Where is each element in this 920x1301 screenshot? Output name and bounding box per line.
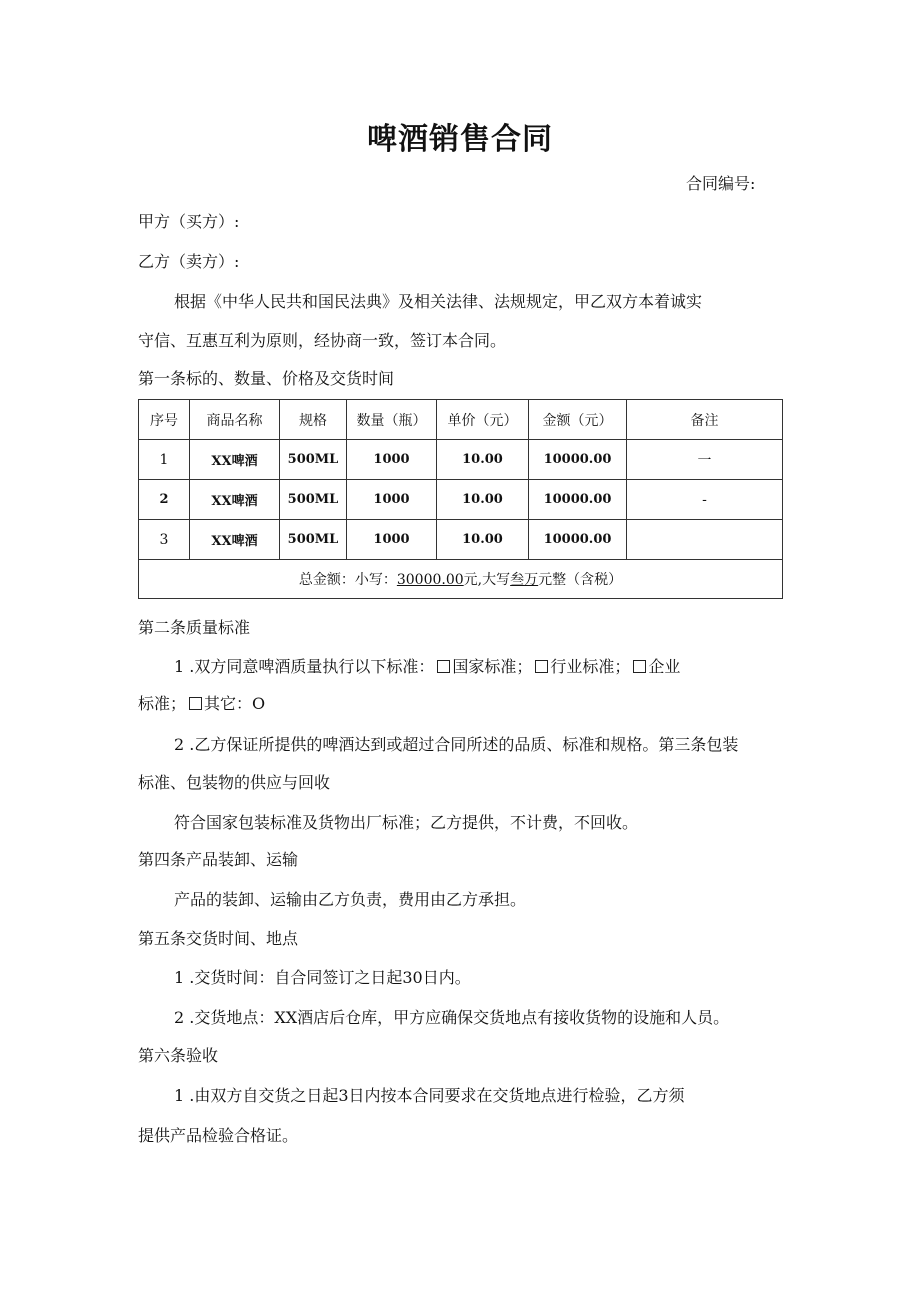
table-total-row bbox=[139, 560, 783, 599]
table-cell: 10.00 bbox=[437, 440, 529, 480]
total-mid: 元,大写 bbox=[463, 572, 511, 588]
column-header: 单价（元） bbox=[437, 400, 529, 440]
table-cell: 10000.00 bbox=[529, 480, 627, 520]
column-header: 数量（瓶） bbox=[347, 400, 437, 440]
article-2-item-1-line-2 bbox=[138, 694, 265, 714]
article-6-item-1-line-2: 提供产品检验合格证。 bbox=[138, 1126, 299, 1145]
option-enterprise-standard: 企业 bbox=[648, 657, 681, 676]
table-cell: 2 bbox=[139, 480, 190, 520]
total-amount-figures: 30000.00 bbox=[396, 572, 464, 588]
party-b-label: 乙方（卖方）: bbox=[138, 252, 240, 271]
table-cell: 1000 bbox=[347, 440, 437, 480]
article-2-item-1-line-1 bbox=[174, 657, 680, 677]
article-6-item-1-line-1: 1 .由双方自交货之日起3日内按本合同要求在交货地点进行检验，乙方须 bbox=[174, 1086, 685, 1105]
table-cell: 10.00 bbox=[437, 520, 529, 560]
table-cell: 3 bbox=[139, 520, 190, 560]
table-cell: 500ML bbox=[280, 440, 347, 480]
table-cell: 1 bbox=[139, 440, 190, 480]
article-5-item-2: 2 .交货地点：XX酒店后仓库，甲方应确保交货地点有接收货物的设施和人员。 bbox=[174, 1008, 730, 1027]
column-header: 序号 bbox=[139, 400, 190, 440]
article-4-title: 第四条产品装卸、运输 bbox=[138, 850, 299, 869]
table-cell: 500ML bbox=[280, 480, 347, 520]
table-cell: - bbox=[627, 480, 783, 520]
article-3-body: 符合国家包装标准及货物出厂标准；乙方提供，不计费，不回收。 bbox=[174, 813, 639, 832]
checkbox-icon bbox=[535, 660, 548, 673]
item-1-line-2-text: 标准； bbox=[138, 694, 187, 713]
total-amount-words: 叁万 bbox=[510, 572, 539, 588]
option-other: 其它：O bbox=[204, 694, 266, 713]
document-title: 啤酒销售合同 bbox=[367, 122, 553, 157]
table-cell: 一 bbox=[627, 440, 783, 480]
total-prefix: 总金额：小写： bbox=[298, 572, 397, 588]
table-row bbox=[139, 520, 783, 560]
article-5-title: 第五条交货时间、地点 bbox=[138, 929, 299, 948]
table-row bbox=[139, 440, 783, 480]
table-cell: 1000 bbox=[347, 520, 437, 560]
goods-table bbox=[138, 399, 783, 599]
column-header: 商品名称 bbox=[190, 400, 280, 440]
article-2-item-2-line-2: 标准、包装物的供应与回收 bbox=[138, 773, 331, 792]
total-amount-cell bbox=[139, 560, 783, 599]
article-5-item-1: 1 .交货时间：自合同签订之日起30日内。 bbox=[174, 968, 471, 987]
intro-paragraph-line-1: 根据《中华人民共和国民法典》及相关法律、法规规定，甲乙双方本着诚实 bbox=[174, 292, 703, 311]
checkbox-icon bbox=[633, 660, 646, 673]
total-suffix: 元整（含税） bbox=[538, 572, 623, 588]
table-row bbox=[139, 480, 783, 520]
option-industry-standard: 行业标准； bbox=[550, 657, 631, 676]
checkbox-icon bbox=[437, 660, 450, 673]
party-a-label: 甲方（买方）: bbox=[138, 212, 240, 231]
table-cell: 1000 bbox=[347, 480, 437, 520]
checkbox-icon bbox=[189, 697, 202, 710]
column-header: 金额（元） bbox=[529, 400, 627, 440]
article-2-item-2-line-1: 2 .乙方保证所提供的啤酒达到或超过合同所述的品质、标准和规格。第三条包装 bbox=[174, 735, 739, 754]
column-header: 规格 bbox=[280, 400, 347, 440]
column-header: 备注 bbox=[627, 400, 783, 440]
item-1-text: 1 .双方同意啤酒质量执行以下标准： bbox=[174, 657, 435, 676]
contract-number-label: 合同编号: bbox=[686, 174, 756, 193]
table-cell bbox=[627, 520, 783, 560]
table-header-row bbox=[139, 400, 783, 440]
table-cell: 10.00 bbox=[437, 480, 529, 520]
intro-paragraph-line-2: 守信、互惠互利为原则，经协商一致，签订本合同。 bbox=[138, 331, 507, 350]
article-6-title: 第六条验收 bbox=[138, 1046, 219, 1065]
article-1-title: 第一条标的、数量、价格及交货时间 bbox=[138, 369, 395, 388]
table-cell: 10000.00 bbox=[529, 440, 627, 480]
table-cell: 10000.00 bbox=[529, 520, 627, 560]
table-cell: XX啤酒 bbox=[190, 480, 280, 520]
article-4-body: 产品的装卸、运输由乙方负责，费用由乙方承担。 bbox=[174, 890, 527, 909]
table-cell: 500ML bbox=[280, 520, 347, 560]
table-cell: XX啤酒 bbox=[190, 440, 280, 480]
table-cell: XX啤酒 bbox=[190, 520, 280, 560]
option-national-standard: 国家标准； bbox=[452, 657, 533, 676]
article-2-title: 第二条质量标准 bbox=[138, 618, 251, 637]
